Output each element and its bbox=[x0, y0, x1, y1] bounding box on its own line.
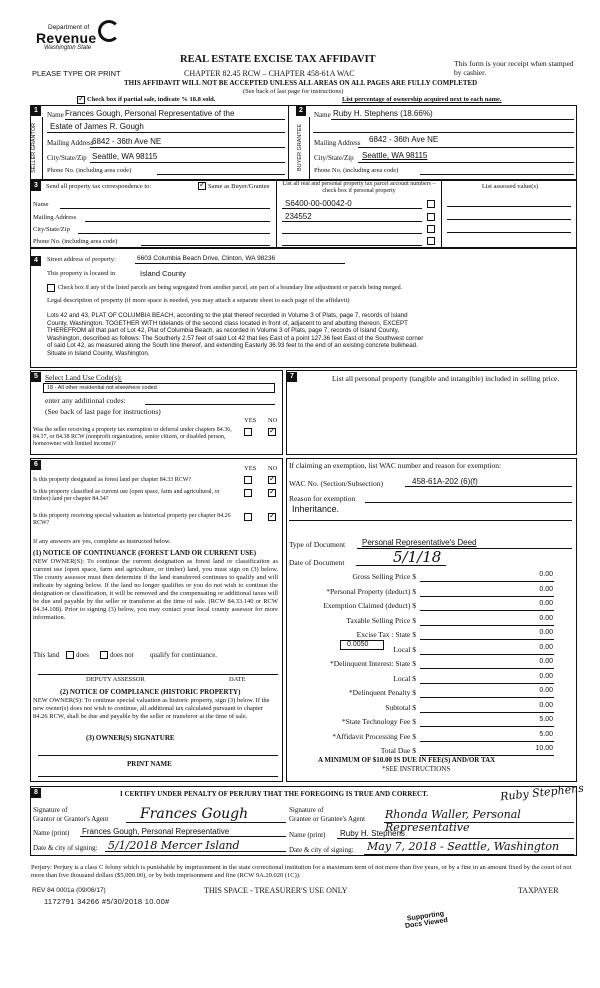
seller-name-line1[interactable]: Frances Gough, Personal Representative of the bbox=[65, 109, 235, 118]
land-does-not-label: does not bbox=[110, 651, 134, 659]
grantee-sig-label2: Grantee or Grantee's Agent bbox=[289, 815, 366, 823]
tax-row-value[interactable]: 0.00 bbox=[539, 702, 553, 709]
this-land-label: This land bbox=[33, 651, 60, 659]
buyer-name-label: Name bbox=[314, 111, 331, 119]
agency-logo bbox=[36, 24, 126, 52]
agency-line2: Revenue bbox=[36, 30, 97, 46]
grantor-name-label: Name (print) bbox=[33, 829, 70, 837]
print-name-label: PRINT NAME bbox=[127, 760, 172, 768]
tax-row-value[interactable]: 5.00 bbox=[539, 731, 553, 738]
tax-row-value[interactable]: 0.00 bbox=[539, 687, 553, 694]
parcel-1-personal-checkbox[interactable] bbox=[427, 200, 435, 208]
grantor-date-city[interactable]: 5/1/2018 Mercer Island bbox=[108, 839, 240, 852]
continuance-text: NEW OWNER(S): To continue the current designation as forest land or classification as current use (open space, farm and agriculture, or timber) land, you must sign on (3) below. The county assessor must then determine if the land transferred continues to qualify and will indicate by signing below. If the land no longer qualifies or you do not wish to continue the designation or classification, it will be removed and the compensating or additional taxes will be due and payable by the seller or transferor at the time of sale. (RCW 84.33.140 or RCW 84.34.108). Prior to signing (3) below, you may contact your local county assessor for more information. bbox=[33, 558, 278, 621]
compliance-title: (2) NOTICE OF COMPLIANCE (HISTORIC PROPERTY) bbox=[60, 688, 241, 696]
parcel-header: List all real and personal property tax parcel account numbers – check box if personal property bbox=[282, 181, 436, 194]
tax-row-line bbox=[420, 610, 554, 611]
parcel-3-personal-checkbox[interactable] bbox=[427, 225, 435, 233]
tax-row-label: Exemption Claimed (deduct) $ bbox=[323, 601, 416, 610]
parcel-number-1[interactable]: S6400-00-00042-0 bbox=[285, 199, 352, 208]
wac-number[interactable]: 458-61A-202 (6)(f) bbox=[412, 477, 478, 486]
land-does-label: does bbox=[76, 651, 89, 659]
if-yes-note: If any answers are yes, complete as instructed below. bbox=[33, 538, 171, 545]
compliance-text: NEW OWNER(S): To continue special valuation as historic property, sign (3) below. If the new owner(s) does not wish to continue, all additional tax calculated pursuant to chapter 84.26 RCW, shall be due and payable by the seller or transferor at the time of sale. bbox=[33, 697, 270, 720]
wac-label: WAC No. (Section/Subsection) bbox=[289, 479, 383, 488]
cashier-stamp-line: 1172791 34266 #5/30/2018 10.00# bbox=[44, 897, 170, 906]
forest-no[interactable] bbox=[268, 476, 276, 484]
same-as-buyer-label: Same as Buyer/Grantee bbox=[208, 183, 270, 190]
section5-question: Was the seller receiving a property tax exemption or deferral under chapters 84.36, 84.37, or 84.38 RCW (nonprofit organization, senior citizen, or disabled person, homeowner with limited income)? bbox=[33, 427, 232, 447]
tax-row-line bbox=[420, 625, 554, 626]
doc-type-label: Type of Document bbox=[289, 540, 346, 549]
tax-row-label: Gross Selling Price $ bbox=[352, 572, 416, 581]
deputy-date-label: DATE bbox=[229, 676, 246, 683]
receipt-note: This form is your receipt when stamped by cashier. bbox=[454, 59, 574, 77]
grantor-sig-label2: Grantor or Grantor's Agent bbox=[33, 815, 109, 823]
section6-q1: Is this property designated as forest land per chapter 84.33 RCW? bbox=[33, 477, 192, 483]
section-5-number: 5 bbox=[31, 372, 41, 382]
street-address[interactable]: 6603 Columbia Beach Drive, Clinton, WA 98236 bbox=[137, 255, 276, 262]
partial-sale-checkbox[interactable] bbox=[77, 96, 85, 104]
tax-row-label: Excise Tax : State $ bbox=[356, 630, 416, 639]
same-as-buyer-checkbox[interactable] bbox=[198, 182, 206, 190]
local-rate-box[interactable] bbox=[340, 640, 384, 650]
form-revision: REV 84 0001a (09/06/17) bbox=[32, 887, 106, 894]
section-3-number: 3 bbox=[31, 181, 41, 191]
continuance-title: (1) NOTICE OF CONTINUANCE (FOREST LAND OR CURRENT USE) bbox=[33, 549, 257, 557]
tax-row-label: *State Technology Fee $ bbox=[341, 717, 416, 726]
tax-row-label: Local $ bbox=[393, 674, 416, 683]
tax-row-label: Total Due $ bbox=[380, 746, 416, 755]
tax-row-label: *Delinquent Penalty $ bbox=[348, 688, 416, 697]
current-use-yes[interactable] bbox=[244, 489, 252, 497]
please-type: PLEASE TYPE OR PRINT bbox=[32, 69, 121, 78]
parcel-number-2[interactable]: 234552 bbox=[285, 212, 312, 221]
deputy-assessor-label: DEPUTY ASSESSOR bbox=[86, 676, 145, 683]
grantee-date-label: Date & city of signing: bbox=[289, 846, 354, 854]
tax-row-label: *Personal Property (deduct) $ bbox=[326, 587, 416, 596]
grantor-name[interactable]: Frances Gough, Personal Representative bbox=[82, 827, 230, 836]
agency-line1: Department of bbox=[48, 24, 90, 31]
tax-row-value[interactable]: 0.00 bbox=[539, 600, 553, 607]
exemption-reason[interactable]: Inheritance. bbox=[292, 504, 340, 514]
tax-row-line bbox=[420, 741, 554, 742]
corr-name-label: Name bbox=[33, 201, 49, 208]
section6-q2: Is this property classified as current use (open space, farm and agricultural, or timber) land per chapter 84.34? bbox=[33, 489, 220, 502]
legal-line: of said Lot 42, as measured along the South line thereof, and extending Easterly 36.93 feet to the end of an existing concrete bulkhead. bbox=[47, 342, 418, 350]
send-correspondence-label: Send all property tax correspondence to: bbox=[46, 183, 152, 190]
additional-codes-label: enter any additional codes: bbox=[45, 396, 126, 405]
owner-signature-label: (3) OWNER(S) SIGNATURE bbox=[86, 734, 175, 742]
grantee-signature[interactable]: Rhonda Waller, Personal Representative bbox=[385, 808, 521, 834]
buyer-side-label: BUYER GRANTEE bbox=[297, 123, 303, 172]
legal-line: Washington, described as follows: The Southerly 2.57 feet of said Lot 42 that lies East of a point 127.36 feet East of the Southwest corner bbox=[47, 334, 424, 342]
buyer-address[interactable]: 6842 - 36th Ave NE bbox=[369, 135, 439, 144]
section5-yes-header: YES bbox=[244, 417, 257, 424]
minimum-note: A MINIMUM OF $10.00 IS DUE IN FEE(S) AND/OR TAX bbox=[318, 756, 496, 764]
seller-side-label: SELLER GRANTOR bbox=[31, 122, 37, 173]
forest-yes[interactable] bbox=[244, 476, 252, 484]
tax-row-value[interactable]: 0.00 bbox=[539, 615, 553, 622]
section-2-number: 2 bbox=[296, 106, 306, 116]
form-title: REAL ESTATE EXCISE TAX AFFIDAVIT bbox=[180, 54, 376, 65]
section6-no-header: NO bbox=[268, 465, 278, 472]
legal-line: Lots 42 and 43, PLAT OF COLUMBIA BEACH, according to the plat thereof recorded in Volume 3 of Plats, page 7, records of Island bbox=[47, 312, 408, 319]
exemption-label: If claiming an exemption, list WAC number and reason for exemption: bbox=[289, 461, 502, 470]
seller-name-label: Name bbox=[47, 111, 64, 119]
section-1-number: 1 bbox=[31, 106, 41, 116]
segregated-checkbox[interactable] bbox=[47, 284, 55, 292]
land-does-checkbox[interactable] bbox=[66, 651, 74, 659]
corr-address-label: Mailing Address bbox=[33, 214, 77, 221]
tax-row-value[interactable]: 0.00 bbox=[539, 629, 553, 636]
section5-q1-no[interactable] bbox=[268, 428, 276, 436]
buyer-city[interactable]: Seattle, WA 98115 bbox=[362, 151, 428, 160]
tax-row-label: *Affidavit Processing Fee $ bbox=[332, 732, 416, 741]
grantor-sig-label: Signature of bbox=[33, 806, 68, 814]
located-label: This property is located in bbox=[47, 270, 116, 277]
personal-property-label: List all personal property (tangible and intangible) included in selling price. bbox=[332, 374, 560, 383]
revenue-logo-icon bbox=[98, 20, 120, 42]
form-chapter: CHAPTER 82.45 RCW – CHAPTER 458-61A WAC bbox=[184, 69, 355, 78]
form-see-back: (See back of last page for instructions) bbox=[243, 88, 344, 95]
tax-row-line bbox=[420, 697, 554, 698]
grantee-name-label: Name (print) bbox=[289, 831, 326, 839]
seller-city[interactable]: Seattle, WA 98115 bbox=[92, 152, 158, 161]
segregated-note: Check box if any of the listed parcels are being segregated from another parcel, are part of a boundary line adjustment or parcels being merged. bbox=[58, 285, 403, 291]
perjury-statement: Perjury: Perjury is a class C felony which is punishable by imprisonment in the state correctional institution for a maximum term of not more than five years, or by a fine in an amount fixed by the court of not more than five thousand dollars ($5,000.00), or by both imprisonment and fine (RCW 9A.20.020 (1C)). bbox=[31, 864, 572, 879]
ownership-note: List percentage of ownership acquired next to each name. bbox=[342, 96, 502, 103]
land-does-not-checkbox[interactable] bbox=[100, 651, 108, 659]
see-instructions: *SEE INSTRUCTIONS bbox=[382, 765, 451, 773]
street-label: Street address of property: bbox=[47, 256, 116, 263]
buyer-city-label: City/State/Zip bbox=[314, 154, 354, 162]
tax-row-line bbox=[420, 654, 554, 655]
legal-line: Situate in Island County, Washington. bbox=[47, 349, 150, 357]
legal-line: THEREFROM all that part of Lot 42, Plat of Columbia Beach, as recorded in Volume 3 of Plats, page 7, records of Island County, bbox=[47, 327, 400, 335]
assessed-header: List assessed value(s) bbox=[481, 183, 539, 190]
seller-address[interactable]: 6842 - 36th Ave NE bbox=[92, 137, 162, 146]
tax-row-value[interactable]: 10.00 bbox=[535, 745, 553, 752]
treasurer-use: THIS SPACE - TREASURER'S USE ONLY bbox=[204, 886, 348, 895]
section5-q1-yes[interactable] bbox=[244, 428, 252, 436]
tax-row-value[interactable]: 0.00 bbox=[539, 586, 553, 593]
supporting-docs-stamp: Supporting Docs Viewed bbox=[404, 910, 449, 930]
grantee-signature-extra[interactable]: Ruby Stephens bbox=[499, 781, 585, 804]
current-use-no[interactable] bbox=[268, 489, 276, 497]
county[interactable]: Island County bbox=[140, 269, 186, 278]
land-use-value: 18 - All other residential not elsewhere coded bbox=[47, 385, 157, 391]
tax-row-line bbox=[420, 581, 554, 582]
section-6-number: 6 bbox=[31, 460, 41, 470]
seller-phone-label: Phone No. (including area code) bbox=[47, 167, 132, 174]
buyer-name[interactable]: Ruby H. Stephens (18.66%) bbox=[333, 109, 433, 118]
grantee-date-city[interactable]: May 7, 2018 - Seattle, Washington bbox=[367, 840, 560, 853]
parcel-2-personal-checkbox[interactable] bbox=[427, 213, 435, 221]
taxpayer-label: TAXPAYER bbox=[518, 886, 559, 895]
seller-city-label: City/State/Zip bbox=[47, 154, 87, 162]
tax-row-line bbox=[420, 639, 554, 640]
tax-row-value[interactable]: 0.00 bbox=[539, 644, 553, 651]
tax-row-label: Taxable Selling Price $ bbox=[346, 616, 416, 625]
local-rate: 0.0050 bbox=[347, 641, 369, 648]
parcel-4-personal-checkbox[interactable] bbox=[427, 237, 435, 245]
section-7-number: 7 bbox=[287, 372, 297, 382]
grantee-name[interactable]: Ruby H. Stephens bbox=[340, 829, 405, 838]
corr-phone-label: Phone No. (including area code) bbox=[33, 238, 118, 245]
partial-sale-label: Check box if partial sale, indicate % 18.8 sold. bbox=[87, 96, 216, 103]
tax-row-label: Subtotal $ bbox=[385, 703, 416, 712]
land-use-select[interactable] bbox=[43, 383, 275, 393]
reason-label: Reason for exemption bbox=[289, 494, 356, 503]
tax-row-line bbox=[420, 712, 554, 713]
tax-row-label: *Delinquent Interest: State $ bbox=[329, 659, 416, 668]
tax-row-value[interactable]: 0.00 bbox=[539, 658, 553, 665]
qualify-label: qualify for continuance. bbox=[150, 651, 218, 659]
land-use-label: Select Land Use Code(s): bbox=[45, 373, 122, 382]
grantee-sig-label: Signature of bbox=[289, 806, 324, 814]
tax-row-label: Local $ bbox=[393, 645, 416, 654]
tax-row-line bbox=[420, 596, 554, 597]
tax-row-value[interactable]: 0.00 bbox=[539, 571, 553, 578]
buyer-phone-label: Phone No. (including area code) bbox=[314, 167, 399, 174]
tax-row-line bbox=[420, 726, 554, 727]
section-4-number: 4 bbox=[31, 256, 41, 266]
tax-row-value[interactable]: 5.00 bbox=[539, 716, 553, 723]
historic-no[interactable] bbox=[268, 513, 276, 521]
doc-date-label: Date of Document bbox=[289, 558, 345, 567]
section6-q3: Is this property receiving special valuation as historical property per chapter 84.26 RCW? bbox=[33, 513, 231, 526]
tax-row-line bbox=[420, 668, 554, 669]
doc-type[interactable]: Personal Representative's Deed bbox=[362, 538, 477, 547]
section5-no-header: NO bbox=[268, 417, 278, 424]
section-8-number: 8 bbox=[31, 788, 41, 798]
corr-city-label: City/State/Zip bbox=[33, 226, 70, 233]
buyer-address-label: Mailing Address bbox=[314, 139, 361, 147]
doc-date[interactable]: 5/1/18 bbox=[393, 548, 442, 566]
tax-row-line bbox=[420, 683, 554, 684]
historic-yes[interactable] bbox=[244, 513, 252, 521]
form-warning: THIS AFFIDAVIT WILL NOT BE ACCEPTED UNLESS ALL AREAS ON ALL PAGES ARE FULLY COMPLETED bbox=[124, 79, 478, 87]
legal-line: County, Washington. TOGETHER WITH tidelands of the second class located in front of, adjacent to and abutting thereon. EXCEPT bbox=[47, 319, 408, 327]
grantor-date-label: Date & city of signing: bbox=[33, 844, 98, 852]
grantor-signature[interactable]: Frances Gough bbox=[140, 806, 249, 822]
seller-name-line2[interactable]: Estate of James R. Gough bbox=[50, 122, 144, 131]
section6-yes-header: YES bbox=[244, 465, 257, 472]
certify-statement: I CERTIFY UNDER PENALTY OF PERJURY THAT THE FOREGOING IS TRUE AND CORRECT. bbox=[120, 790, 429, 798]
section5-see-back: (See back of last page for instructions) bbox=[45, 407, 161, 416]
tax-row-value[interactable]: 0.00 bbox=[539, 673, 553, 680]
legal-label: Legal description of property (if more space is needed, you may attach a separate sheet to each page of the affidavit) bbox=[47, 297, 350, 304]
seller-address-label: Mailing Address bbox=[47, 139, 94, 147]
legal-description bbox=[47, 312, 572, 358]
agency-line3: Washington State bbox=[44, 45, 92, 51]
